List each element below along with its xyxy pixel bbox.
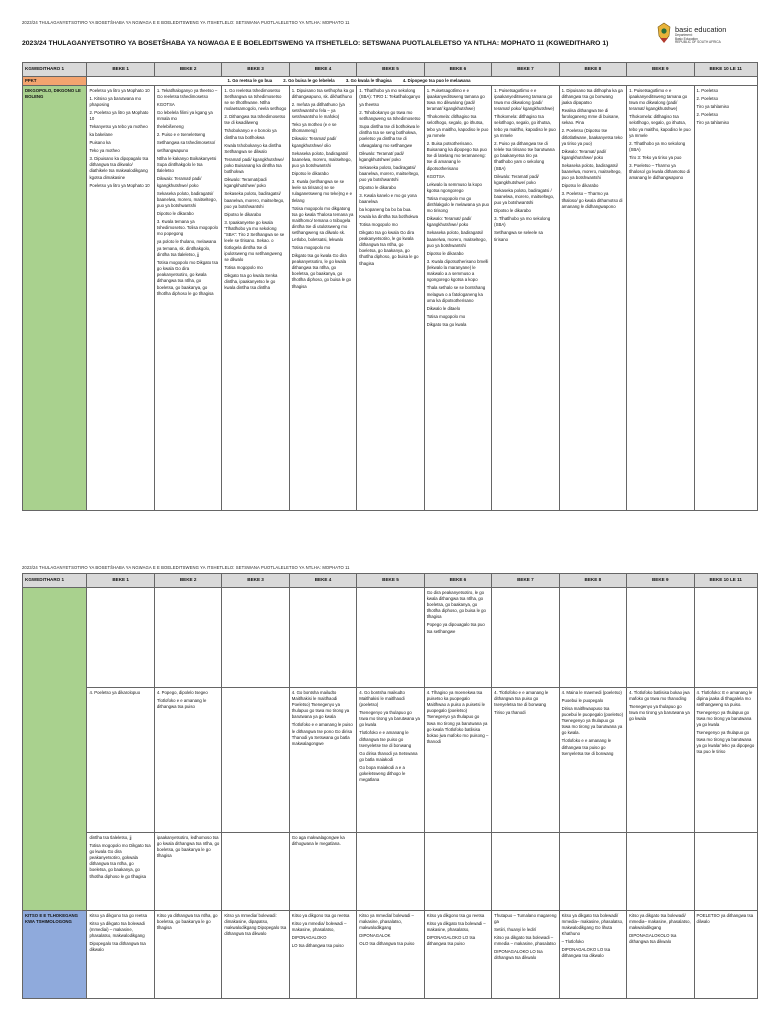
cell-line: DIPONAGALOKO LO tsa dithangwa tsa dikwalo (494, 948, 544, 961)
cell-line: 1. Puisetsagotlimo e e ipaakanyeditsweng tamana go tswa mo dikwalong (padi/ teramat/ kgangkhutshwe) (426, 87, 486, 112)
cell-line: Tsenegenyo ya thulapuo go tswa mo tirong ya barutwana ya go kwala/ teko ya dipopego tsa puo le tiriso (696, 730, 756, 754)
cell-line: Tlotlofoko e e amanang le dithangwa tsa puiso (156, 697, 208, 709)
cell-line: Tiro ya tahlamiso (696, 103, 730, 109)
language-structures-row (23, 688, 758, 833)
cell-line: Kitso ya dikgono tsa go reetsa (426, 912, 485, 918)
running-header: 2023/24 THULAGANYETSOTIRO YA BOSETŠHABA YA NGWAGA E E BOELEDITSWENG YA ITSHETLELO: SETSWANA PUOTLALELETSO YA NTLHA: MOPHATO 11 (22, 565, 350, 570)
header-beke-3: BEKE 3 (222, 574, 289, 588)
cell-line: KGOTSA (156, 101, 175, 107)
week-cell (424, 588, 491, 688)
cell-line: Dikgato tsa go kwala (426, 321, 467, 327)
cell-line: 4. Tlhagiso ya moenekwa tsa puisetso ka puopegalo Maitlhwao a puiso a puisetsi le puopegalo (poeletso) Tsenegenyo ya thulapuo go tswa mo tirong ya barutwana ya go kwala Tlotlofoko batlisisa bokao jwa mafoko mo puisong – thanodi (426, 689, 490, 745)
cell-line: Go dira peakanyetsotiro, le go kwala dithangwa tsa ntlha, go boeletsa, go baakanya, go tlhotlha diphoso, go buisa le go tlhagisa (426, 589, 488, 620)
cell-line: 4. Go bontsha maikudto Maitlhakisi le maitlhaodi (poeletso) (359, 689, 407, 707)
header-beke-8: BEKE 8 (559, 63, 626, 77)
week-cell (154, 688, 221, 833)
section-label-continued (23, 588, 87, 911)
week-cell (627, 688, 694, 833)
cell-line: Go bopa maiakodi a e a gokeletsweng dithogo le megatlana (359, 764, 407, 783)
cell-line: 1. Puisetsagotlimo e e ipaakanyeditsweng tamana go tswa mo dikwalong (padi/ teramat/ kgangkhutshwe) (629, 87, 689, 112)
cell-line: Setiiri, Ihuanyi le ledirí (494, 926, 537, 932)
week-cell (87, 833, 154, 911)
cell-line: 1. Go reeletsa tshedimosetso Setlhangwa sa tshedimosetso se se tlhotlhwane. Ntlha molaetsamogolo, neela setlhogo (224, 87, 287, 112)
cell-line: Dipotso le dikarabo (291, 170, 329, 176)
section-label-kitso: KITSO E E TLHOKEGANG KWA TSHIMOLOGONG (23, 911, 87, 999)
cell-line: 3. Kwala temana ya tshedimosetso. Tolisa mogopolo mo popegong (156, 218, 220, 237)
cell-line: POELETSO ya dithangwa tsa dilwalo (696, 912, 755, 924)
cell-line: Setlhangwa sa tshedimosetso/ (156, 139, 216, 145)
cell-line: Sekaseka poloto, badiragatsi/ baanelwa, morero, maitseltego, puo ya botshwantshi (291, 150, 353, 168)
week-cell (694, 86, 757, 511)
cell-line: Dikgato tsa go kwala Go dira peakanyetsotiro, le go kwala dithangwa tsa ntlha, go boeletsa, go baakanya, go tlhotlha diphoso, go buisa le go tlhagisa (359, 229, 420, 266)
week-cell (492, 588, 559, 688)
week-cell (424, 833, 491, 911)
cell-line: Sekaseka poloto, badiragatsi/ baanelwa, morero, maitseltego, puo ya botshwantshi (224, 191, 286, 209)
logo-line: Department: (675, 33, 693, 37)
week-cell (357, 688, 424, 833)
week-cell (289, 688, 356, 833)
cell-line: Tshobokanyo e e bonolo ya dintlha tsa botlhokwa (224, 128, 278, 140)
cell-line: Tlhokomela: ditlhagiso tsa selotlhogo, segalo, go ithutsa, tebo ya maitlho, kapodiso le puo ya mmele (629, 114, 692, 138)
cell-line: Kitso ya dikgato tsa bolewadi – makasine, phasalatso, (426, 920, 487, 932)
logo-name: basic education (675, 25, 727, 34)
header-beke-6: BEKE 6 (424, 574, 491, 588)
cell-line: 3. Kwala dipotsotherisano bmelli (lekwalo la maranyane) le makwalo a a semmuso a ngongorego kgotsa a kopo (426, 258, 490, 283)
cell-line: 2. Poeletso (Dipotso tse ditlotlatlwane, baakanyetsa teko ya tiriso ya puo) (561, 128, 624, 146)
cell-line: 4. Tlotlofoko e e amanang le dithangwa tsa puiso go tsenyeletsa tse di bonwang (494, 689, 550, 707)
cell-line: Poeletso ya litro ya Mophato 10 (89, 182, 150, 188)
cell-line: 3. Kwala kanelo e mo go yona baanelwa (359, 193, 419, 205)
cell-line: 2. Puiso e e tseneletseng (156, 131, 206, 137)
cell-line: 4. Maina le maemedi (poeletso) (561, 689, 622, 695)
week-cell (627, 588, 694, 688)
cell-line: Kitso ya dikgono tsa go reetsa (291, 912, 350, 918)
week-cell (492, 911, 559, 999)
prior-knowledge-row (23, 911, 758, 999)
cell-line: Dikwalo: Teramat/ padi/ kgangkhutshwe/ poko (156, 176, 203, 188)
cell-line: ya poloto le thulano, melawana ya temana, sk. dintlhakgolo, dintlha tsa tlaleletso, jj (156, 239, 218, 257)
header-beke-4: BEKE 4 (289, 63, 356, 77)
cell-line: 3. Dipuisano ka dipopagalo tsa dithangwa tsa dikwalo/ diathikele tsa makwalodikgang kgotsa dimakasine (89, 155, 150, 180)
week-cell (357, 86, 424, 511)
page-title: 2023/24 THULAGANYETSOTIRO YA BOSETŠHABA YA NGWAGA E E BOELEDITSWENG YA ITSHETLELO: SETSWANA PUOTLALELETSO YA NTLHA: MOPHATO 11 (KGWEDITHARO 1) (22, 40, 609, 47)
cell-line: 4. Tlotlofoko batlisisa bokao jwa mafoko go tswa mo thanoding (629, 689, 691, 701)
cell-line: Thutapuo – Tumalano magareng ga (494, 912, 558, 924)
cell-line: Dikwalo: Teramat/ padi/ kgangkhutshwe/ poko (359, 150, 406, 162)
week-cell (222, 911, 289, 999)
cell-line: Supa dintlha tse di botlhokwa le dintlha tsa se seng botlhokwa, poeletso ya dintlha tse di utlwagalang mo setlhangwe (359, 123, 421, 148)
continued-top-row (23, 588, 758, 688)
cell-line: Tlhokomela: ditlhagiso tsa selotlhogo, segalo, go ithutsa, tebo ya maitlho, kapodiso le puo ya mmele (426, 114, 490, 138)
header-beke-9: BEKE 9 (627, 574, 694, 588)
cell-line: Tsenegenyo ya thulapuo go tswa mo tirong ya barutwana ya go kwala (359, 709, 422, 728)
cell-line: DIPONAGALOKO LO tsa dithangwa tsa puiso (426, 934, 477, 946)
cell-line: Totisa mogopolo mo Dikgato tsa go kwala Go dira peakanyetsotiro, gokwala dithangwa tsa ntlha, go boeletsa, go baakanya, go tlhotlha diphoso le go tlhagisa (89, 842, 152, 879)
cell-line: Tlhokomela: ditlhagiso tsa selotlhogo, segalo, go ithutsa, tebo ya maitlho, kapodiso le puo ya mmele (494, 114, 557, 138)
week-cell (222, 86, 289, 511)
ppkt-skill: 1. Go reetsa le go bua (227, 77, 273, 83)
running-header: 2023/24 THULAGANYETSOTIRO YA BOSETŠHABA YA NGWAGA E E BOELEDITSWENG YA ITSHETLELO: SETSWANA PUOTLALELETSO YA NTLHA: MOPHATO 11 (22, 20, 350, 25)
cell-line: Kitso ya dikgato tsa bolewadi – mmedia – makasine, phasalatso (494, 934, 556, 946)
week-cell (357, 833, 424, 911)
week-cell (559, 588, 626, 688)
header-beke-6: BEKE 6 (424, 63, 491, 77)
cell-line: Kitso ya dikgato tsa bolewadi/ mmedia– makasine, phasalatso, makwalodikgang (629, 912, 692, 930)
cell-line: 3. Tlhatlhobo ya mo sekolong (SBA) (494, 216, 552, 228)
week-cell (154, 911, 221, 999)
cell-line: – Tlotlofoko (561, 939, 584, 945)
logo-subtext (675, 34, 721, 45)
cell-line: 1. Tlhatlhobo ya mo sekolong (SBA): TIRO 1: Tekatlhaloganyo (359, 87, 421, 99)
cell-line: Sekaseka poloto, badiragatsi/ baanelwa, morero, maitseltego, puo ya botshwantshi (426, 230, 488, 248)
cell-line: Dipopegalo tsa dithangwa tsa dikwalo (89, 940, 148, 953)
cell-line: 2. mefuta ya ditlhathuno (ya setshwantsho fela – ya setshwantsho le mafoko) (291, 101, 347, 120)
cell-line: Dipotso le dikarabo (494, 208, 531, 214)
week-cell (222, 588, 289, 688)
header-beke-10-11: BEKE 10 LE 11 (694, 574, 757, 588)
page-2 (0, 560, 768, 1024)
week-cell (559, 911, 626, 999)
cell-line: Teramat/ padi/ kgangkhutshwe/ poko Buisanang ka dintlha tsa botlhokwa (224, 156, 286, 175)
week-cell (694, 911, 757, 999)
week-cell (154, 833, 221, 911)
ppkt-skill: 3. Go kwala le tlhagisa (345, 77, 392, 83)
ppkt-skills (87, 77, 758, 86)
cell-line: ka bakelane (89, 131, 113, 137)
cell-line: Tlotlofoko e e amanang le puiso le dithangwa tse pono Go dirisa Thanodi ya Setswana go batla makwalagongwe (291, 722, 354, 746)
cell-line: Totisa mogopolo mo (426, 313, 466, 319)
cell-line: 1. Dipuisano tsa ditlhopha ka ga dithangwa tsa go bonwang jaaka dipapatso (561, 87, 624, 105)
header-beke-1: BEKE 1 (87, 63, 154, 77)
cell-line: Dipotso le dikarabo (561, 183, 599, 189)
cell-line: Realisa dithangwa tse di farologaneng mme di buisane, sekao. Pina (561, 107, 621, 126)
cell-line: 4. Popego, dipolelo tsegeo (156, 689, 208, 695)
cell-line: Dikwalo: Teramat/ padi/ kgangkhutshwe/ poko (561, 148, 608, 160)
cell-line: DIPONAGALOKO (291, 934, 327, 940)
ppkt-skill: 4. Dipopego tsa puo le melawana (402, 77, 471, 83)
week-cell (87, 86, 154, 511)
cell-line: Go aga makwalagongwe ka dithogwana le megatlana. (291, 834, 347, 846)
cell-line: 2. Poeletso (696, 111, 719, 117)
cell-line: Dikwalo: Teramat/ padi/ kgangkhutshwe/ olio (291, 136, 338, 148)
cell-line: Dipotso le dikarabo (224, 211, 262, 217)
ppkt-label: PPKT (23, 77, 87, 86)
cell-line: ya theetso (359, 101, 380, 107)
cell-line: Dikwalo: Teramat/padi kgangkhutshwe/ poko (224, 177, 268, 189)
continued-writing-row (23, 833, 758, 911)
section-label: DIKGOPOLO, DIKGONO LE BOLENG (23, 86, 87, 511)
cell-line: Sekaseka poloto, badiragatsi / baanelwa, morero, maitseltego, puo ya botshwantshi (494, 187, 556, 206)
cell-line: Totisa mogopolo mo (291, 244, 331, 250)
work-schedule-table (22, 62, 758, 511)
week-cell (222, 833, 289, 911)
week-cell (87, 911, 154, 999)
cell-line: Totisa mogopolo mo go dinthlakgolo le melawana ya puo mo tirisong (426, 195, 491, 214)
cell-line: 1. Dipuisano tsa setlhopha ka go dithangwapuno, sk. dikhatlhuno (291, 87, 356, 99)
cell-line: Tekanyetso ya tebo ya motheo (89, 123, 148, 129)
cell-line: Puoebui le puopegalo (561, 697, 604, 703)
cell-line: 3. Poeletso – Tharmo ya tlhaloso/ go kwala dithamotso di amanang le didhangwapono (629, 162, 692, 181)
cell-line: Go lebelela filimi ya kgang ya mmala mo (156, 109, 214, 121)
week-cell (289, 833, 356, 911)
cell-line: 4. Poeletso ya dikarolopuo (89, 689, 141, 695)
cell-line: Poeletso ya litro ya Mophato 10 (89, 87, 150, 93)
cell-line: Popego ya dipouagalo tsa puo tsa setlhangwe (426, 622, 486, 634)
cell-line: DIPONAGALOKO LO tsa dithangwa tsa dikwalo (561, 947, 612, 959)
cell-line: Tsenegenyo ya thulapuo go tswa mo tirong ya barutwana ya go kwala (629, 703, 691, 722)
week-cell (154, 588, 221, 688)
cell-line: ipaakanyetsotiro, ledhomoso tsa go kwala dithangwa tsa ntlha, go boeletsa, go baakanya le go tlhagisa (156, 834, 221, 859)
cell-line: Dipotso le dikarabo (359, 185, 397, 191)
cell-line: OLO tsa dithangwa tsa puiso (359, 940, 415, 946)
cell-line: 2. Tlhatlhobo ya mo sekolong (SBA) (629, 140, 687, 152)
week-cell (357, 588, 424, 688)
week-cell (289, 86, 356, 511)
week-cell (559, 833, 626, 911)
cell-line: dintlha tsa tlaleletso, jj (89, 834, 132, 840)
logo-line: Basic Education (675, 36, 698, 41)
cell-line: 1. Tekatlhaloganyo ya theetso – Go reeletsa tshedimosetso (156, 87, 219, 99)
header-row (23, 63, 758, 77)
week-cell (424, 86, 491, 511)
cell-line: Dirisa maitlhwaopuso tsa puoebui le puopegalo (poeletso) Tsenegenyo ya thulapuo go tswa mo tirong ya barutwana ya go kwala. (561, 705, 625, 736)
cell-line: Sekaseka poloto, badiragatsi/ baanelwa, morero, maitseltego, puo ya botshwantshi (561, 162, 623, 181)
week-cell (357, 911, 424, 999)
cell-line: Kwala tshobokanyo ka dintlha Setlhangwa se dilwalo (224, 142, 283, 154)
cell-line: Dikgato tsa go kwala Go dira peakanyetsotiro, le go kwala dithangwa tsa ntlha, go boeletsa, go baakanya, go tlhotlha diphoso, go buisa le go tlhagisa (291, 252, 353, 289)
cell-line: 4. Go bontsha mailudto Maitlhakisi le maitlhaodi Poeletso) Tsenegenyo ya thulapuo go tswa mo tirong ya barutwana ya go kwala (291, 689, 351, 720)
ppkt-row (23, 77, 758, 86)
coat-of-arms-icon (655, 22, 673, 44)
cell-line: DIPONAGALOK (359, 932, 391, 938)
cell-line: Tlotlofoko e e amanang le dithangwa tsa puiso go tsenyeletsa tse di bonwang (561, 738, 614, 756)
cell-line: Tiro 3: Teko ya tiriso ya puo (629, 154, 682, 160)
cell-line: Dipotso le dikarabo (156, 210, 194, 216)
cell-line: DIPONAGALOKOLO tsa dithangwa tsa dikwalo (629, 932, 678, 945)
cell-line: 3. Ipaakanyetse go kwala 'Tlhatlhobo ya mo sekolong "SBA": Tiro 2 Setlhangwa se se leele se tlrisano. Sekao. o tlotlogela dintlha tse di ipulotsweng mo setlhangweng se dilwalo (224, 219, 286, 262)
header-row (23, 574, 758, 588)
cell-line: 2. Puiso ya dithangwa tse di telele tsa tirisano tse barutwana go baakanyetsa tiro ya tlhatlhobo yam o sekolong (SBA) (494, 140, 556, 171)
cell-line: Kitso ya mmedia/ bolewadi: dimakasine, dipapatso, makwalodikgang Dipopegalo tsa dithangwa tsa dikwalo (224, 912, 288, 937)
cell-line: Go dirisa thanodi ya Setswana go batla maiakodi (359, 750, 419, 762)
cell-line: Kitso ya dithangwa tsa ntlha, go boeletsa, go baakanya le go tlhagisa (156, 912, 219, 930)
cell-line: Totisa mogopolo mo dikgatong tsa go kwala Thalosa temana ya maitlhomo/ temana o tsibogela dintlha tse di utulotsweng mo setlhangweng sa dilwalo sk. Letlobo, boletsatsi, lekwalo (291, 205, 355, 242)
header-beke-10-11: BEKE 10 LE 11 (694, 63, 757, 77)
cell-line: ba kopaneng ba bo ba bua. Kwala ka dintlha tsa botlhokwa (359, 207, 419, 219)
cell-line: 2. Buisa potsotherisano. Buisanang ka dipopego tsa puo tse di latelang mo teramaneng: tse di amanang le dipotsotherisano (426, 140, 489, 171)
cell-line: 4. Tlotlofoko: E e amanang le dipina jaaka di tlhagalela mo setlhangweng sa puiso. (696, 689, 754, 707)
week-cell (154, 86, 221, 511)
week-cell (627, 86, 694, 511)
cell-line: 2. Poeletso (696, 95, 719, 101)
week-cell (492, 833, 559, 911)
cell-line: Sekaseka poloto, badiragatsi/ baanelwa, morero, maitseltego, puo ya botshwantshi (156, 190, 219, 208)
week-cell (559, 86, 626, 511)
cell-line: Dikwalo: Teramat/ padi/ kgangkhutshwe/ poko (426, 216, 473, 228)
cell-line: Kitso ya dikgono tsa go reetsa (89, 912, 148, 918)
week-cell (424, 911, 491, 999)
cell-line: 2. Poeletso ya litro ya Mophato 10 (89, 109, 150, 121)
cell-line: 3. Kwala (setlhangwa se se leele sa tirisano) se se rulaganetsweng mo teke)ng e e tlelang (291, 178, 354, 203)
header-beke-5: BEKE 5 (357, 63, 424, 77)
work-schedule-table-continued (22, 573, 758, 999)
content-row (23, 86, 758, 511)
cell-line: LO tsa dithangwa tsa puiso (291, 942, 344, 948)
cell-line: 3. Poeletso – Tharmo ya tlhaloso/ go kwala dithamotso di amanang le didhangwapono (561, 191, 624, 209)
cell-line: Teko ya motheo (89, 147, 120, 153)
cell-line: Puisano ka (89, 139, 111, 145)
week-cell (492, 86, 559, 511)
week-cell (694, 688, 757, 833)
cell-line: 1. Poeletso (696, 87, 719, 93)
header-beke-2: BEKE 2 (154, 63, 221, 77)
week-cell (424, 688, 491, 833)
header-beke-4: BEKE 4 (289, 574, 356, 588)
week-cell (87, 688, 154, 833)
header-kgweditharo: KGWEDITHARO 1 (23, 63, 87, 77)
cell-line: Dikwalo: Teramat/ padi/ kgangkhutshwe/ poko (494, 173, 540, 185)
week-cell (492, 688, 559, 833)
week-cell (222, 688, 289, 833)
ppkt-skill: 2. Go buisa le go lebelela (283, 77, 335, 83)
header-beke-1: BEKE 1 (87, 574, 154, 588)
logo-line: REPUBLIC OF SOUTH AFRICA (675, 40, 721, 45)
header-beke-7: BEKE 7 (492, 63, 559, 77)
header-beke-7: BEKE 7 (492, 574, 559, 588)
cell-line: Kitso ya dikgato tsa bolewadi/ mmedia– makasine, phasalatso, makwalodikgang Go lihuta Khathuno (561, 912, 625, 937)
header-beke-9: BEKE 9 (627, 63, 694, 77)
cell-line: Tlotlofoko e e amanang le dithangwa tse puiso go tsenyeletse tse di bonwang (359, 730, 412, 748)
cell-line: Totisa mogopolo mo (224, 264, 263, 270)
cell-line: Ntlha le kakanyo Boikakanyetsi Supa dintlhakgolo le tsa tlaleletso (156, 155, 218, 174)
cell-line: Tiriso ya thanodi (494, 709, 526, 715)
cell-line: Dikwalo le ditaelo (426, 305, 461, 311)
header-beke-2: BEKE 2 (154, 574, 221, 588)
week-cell (87, 588, 154, 688)
week-cell (559, 688, 626, 833)
cell-line: Tiro ya tahlamiso (696, 119, 730, 125)
week-cell (289, 911, 356, 999)
cell-line: Kitso ya mmedia/ bolewadi – makasine, phasalatso, makwalodikgang (359, 912, 416, 930)
cell-line: Dipotso le dikarabo (426, 250, 464, 256)
cell-line: KGOTSA (426, 173, 445, 179)
cell-line: Dikgato tsa go kwala Senka dintlha, ipaakanyetso le go kwala dintlha tsa dintlha (224, 272, 279, 291)
cell-line: Kitso ya mmedia/ bolewadi – makasine, phasalatso, (291, 920, 348, 932)
week-cell (694, 588, 757, 688)
cell-line: Setlhangwa se seleele sa tirisano (494, 230, 545, 242)
cell-line: Totisa mogopolo mo (359, 221, 398, 227)
week-cell (694, 833, 757, 911)
cell-line: 2. Tshobokanyo go tswa mo setlhangweng sa tshedimosetso (359, 109, 421, 121)
cell-line: 2. Dithangwa tsa tshedimosetso tse di kwadilweng (224, 114, 287, 126)
cell-line: Thala sethalo se se bontshang melagwa o a fatologaneng ka oma ka dipotsotherisano (426, 285, 487, 303)
cell-line: Teko ya motheo (e e se tlhomameng) (291, 122, 338, 134)
cell-line: Tsenegenyo ya thulapuo go tswa mo tirong ya barutwana ya go kwala (696, 709, 753, 728)
cell-line: 1. Kitsiso ya barutwana mo phaposing (89, 95, 143, 107)
cell-line: setlhangwapuno (156, 147, 189, 153)
cell-line: Lekwalo la semmuso la kopo kgotsa ngongorego (426, 181, 484, 193)
week-cell (627, 833, 694, 911)
header-beke-8: BEKE 8 (559, 574, 626, 588)
cell-line: Sekaseka poloto, badiragatsi/ baanelwa, morero, maitseltego, puo ya botshwantshi (359, 164, 421, 183)
week-cell (289, 588, 356, 688)
dbe-logo (655, 22, 755, 50)
cell-line: Kitso ya dikgato tsa bolewadi (mmediai) – makasine, phasalatso, makwalodikgang (89, 920, 147, 938)
cell-line: thelebišeneng (156, 123, 184, 129)
cell-line: Totisa mogopolo mo Dikgato tsa go kwala Go dira peakanyetsotiro, go kwala dithangwa tsa ntlha, go boeletsa, go baakanya, go tlhotlha diphoso le go tlhagisa (156, 259, 220, 296)
header-kgweditharo: KGWEDITHARO 1 (23, 574, 87, 588)
week-cell (627, 911, 694, 999)
cell-line: 1. Puisetsagotlimo e e ipaakanyeditsweng tamana go tswa mo dikwalong (padi/ teramat/ poko/ kgangkhutshwe) (494, 87, 555, 112)
header-beke-5: BEKE 5 (357, 574, 424, 588)
header-beke-3: BEKE 3 (222, 63, 289, 77)
